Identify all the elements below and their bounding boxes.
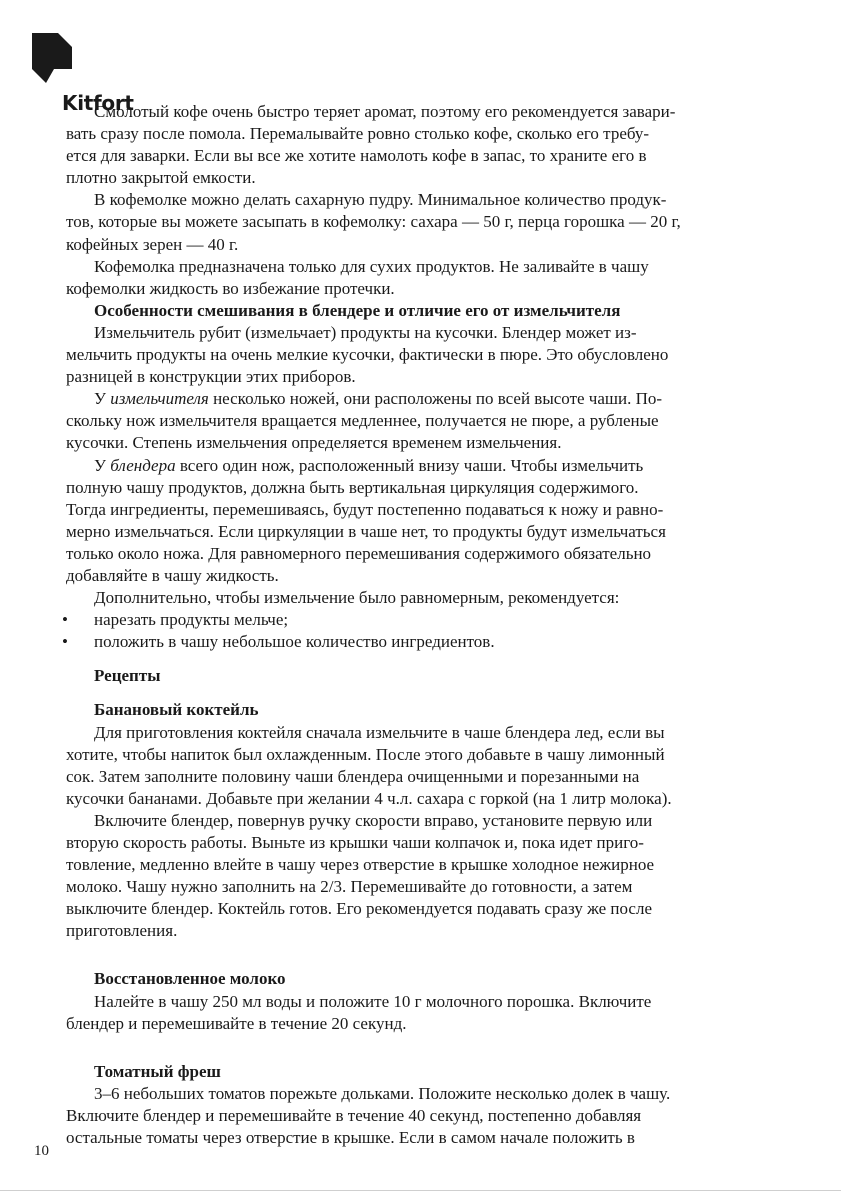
paragraph [66, 388, 782, 454]
text-line: только около ножа. Для равномерного перемешивания содержимого обязательно [66, 543, 652, 563]
text-line: мельчить продукты на очень мелкие кусочки, фактически в пюре. Это обусловлено [66, 345, 669, 365]
recipe-title: Восстановленное молоко [94, 969, 286, 989]
paragraph [66, 256, 782, 300]
recipe [66, 968, 782, 1034]
list-item-text: положить в чашу небольшое количество ингредиентов. [94, 632, 495, 652]
text-run: всего один нож, расположенный внизу чаши. Чтобы измельчить [175, 455, 644, 475]
text-line [66, 388, 782, 410]
list-item [62, 631, 782, 653]
text-line: вать сразу после помола. Перемалывайте ровно столько кофе, сколько его требу- [66, 124, 650, 144]
section-heading: Особенности смешивания в блендере и отличие его от измельчителя [94, 300, 621, 320]
text-line: молоко. Чашу нужно заполнить на 2/3. Перемешивайте до готовности, а затем [66, 877, 633, 897]
recipe [66, 699, 782, 942]
recipe-title: Банановый коктейль [94, 700, 259, 720]
text-line: кусочки бананами. Добавьте при желании 4 ч.л. сахара с горкой (на 1 литр молока). [66, 788, 672, 808]
brand-name: Kitfort [62, 91, 134, 115]
text-line: кофейных зерен — 40 г. [66, 234, 239, 254]
text-line: добавляйте в чашу жидкость. [66, 565, 279, 585]
page-bottom-divider [0, 1190, 841, 1191]
text-line: ется для заварки. Если вы все же хотите намолоть кофе в запас, то храните его в [66, 146, 647, 166]
text-line: тов, которые вы можете засыпать в кофемолку: сахара — 50 г, перца горошка — 20 г, [66, 212, 681, 232]
list-item-text: нарезать продукты мельче; [94, 610, 289, 630]
text-line: остальные томаты через отверстие в крышке. Если в самом начале положить в [66, 1128, 635, 1148]
text-line: Налейте в чашу 250 мл воды и положите 10 г молочного порошка. Включите [94, 991, 652, 1011]
paragraph [66, 322, 782, 388]
text-line: 3–6 небольших томатов порежьте дольками. Положите несколько долек в чашу. [94, 1083, 671, 1103]
text-line: приготовления. [66, 921, 178, 941]
paragraph [66, 101, 782, 189]
text-line: Измельчитель рубит (измельчает) продукты на кусочки. Блендер может из- [94, 322, 637, 342]
text-line: Включите блендер и перемешивайте в течение 40 секунд, постепенно добавляя [66, 1105, 642, 1125]
text-line: Тогда ингредиенты, перемешиваясь, будут постепенно подаваться к ножу и равно- [66, 499, 664, 519]
text-line: В кофемолке можно делать сахарную пудру. Минимальное количество продук- [94, 190, 667, 210]
bullet-icon: • [62, 632, 68, 652]
text-line: полную чашу продуктов, должна быть вертикальная циркуляция содержимого. [66, 477, 639, 497]
paragraph [66, 455, 782, 588]
page-body [62, 101, 782, 1149]
emphasis-term: измельчителя [110, 389, 209, 409]
text-line: плотно закрытой емкости. [66, 168, 256, 188]
text-line: разницей в конструкции этих приборов. [66, 367, 356, 387]
emphasis-term: блендера [110, 455, 176, 475]
text-line: вторую скорость работы. Выньте из крышки чаши колпачок и, пока идет приго- [66, 833, 644, 852]
text-line: Кофемолка предназначена только для сухих продуктов. Не заливайте в чашу [94, 256, 649, 276]
text-line: Включите блендер, повернув ручку скорости вправо, установите первую или [94, 810, 653, 830]
text-run: У [94, 455, 111, 475]
page-number: 10 [34, 1143, 49, 1159]
text-line: кусочки. Степень измельчения определяется временем измельчения. [66, 433, 562, 453]
text-line: кофемолки жидкость во избежание протечки. [66, 278, 395, 298]
text-line: мерно измельчаться. Если циркуляции в чаше нет, то продукты будут измельчаться [66, 521, 666, 541]
text-line: хотите, чтобы напиток был охлажденным. После этого добавьте в чашу лимонный [66, 744, 665, 764]
bullet-icon: • [62, 610, 68, 630]
text-line: Смолотый кофе очень быстро теряет аромат, поэтому его рекомендуется завари- [94, 102, 676, 121]
text-line: товление, медленно влейте в чашу через отверстие в крышке холодное нежирное [66, 855, 655, 875]
paragraph [66, 189, 782, 255]
text-line: скольку нож измельчителя вращается медленнее, получается не пюре, а рубленые [66, 411, 659, 431]
text-line: Для приготовления коктейля сначала измельчите в чаше блендера лед, если вы [94, 722, 665, 742]
brand-logo [32, 33, 142, 115]
text-line: Дополнительно, чтобы измельчение было равномерным, рекомендуется: [94, 588, 620, 608]
text-line [66, 455, 782, 477]
text-run: несколько ножей, они расположены по всей высоте чаши. По- [208, 389, 663, 409]
text-run: У [94, 389, 111, 409]
recipe-title: Томатный фреш [94, 1061, 221, 1081]
kitfort-logo-icon [32, 33, 72, 83]
text-line: сок. Затем заполните половину чаши блендера очищенными и порезанными на [66, 766, 640, 786]
text-line: выключите блендер. Коктейль готов. Его рекомендуется подавать сразу же после [66, 899, 652, 919]
text-line: блендер и перемешивайте в течение 20 секунд. [66, 1013, 407, 1033]
recipe [66, 1061, 782, 1149]
section-heading: Рецепты [94, 666, 161, 686]
list-item [62, 609, 782, 631]
